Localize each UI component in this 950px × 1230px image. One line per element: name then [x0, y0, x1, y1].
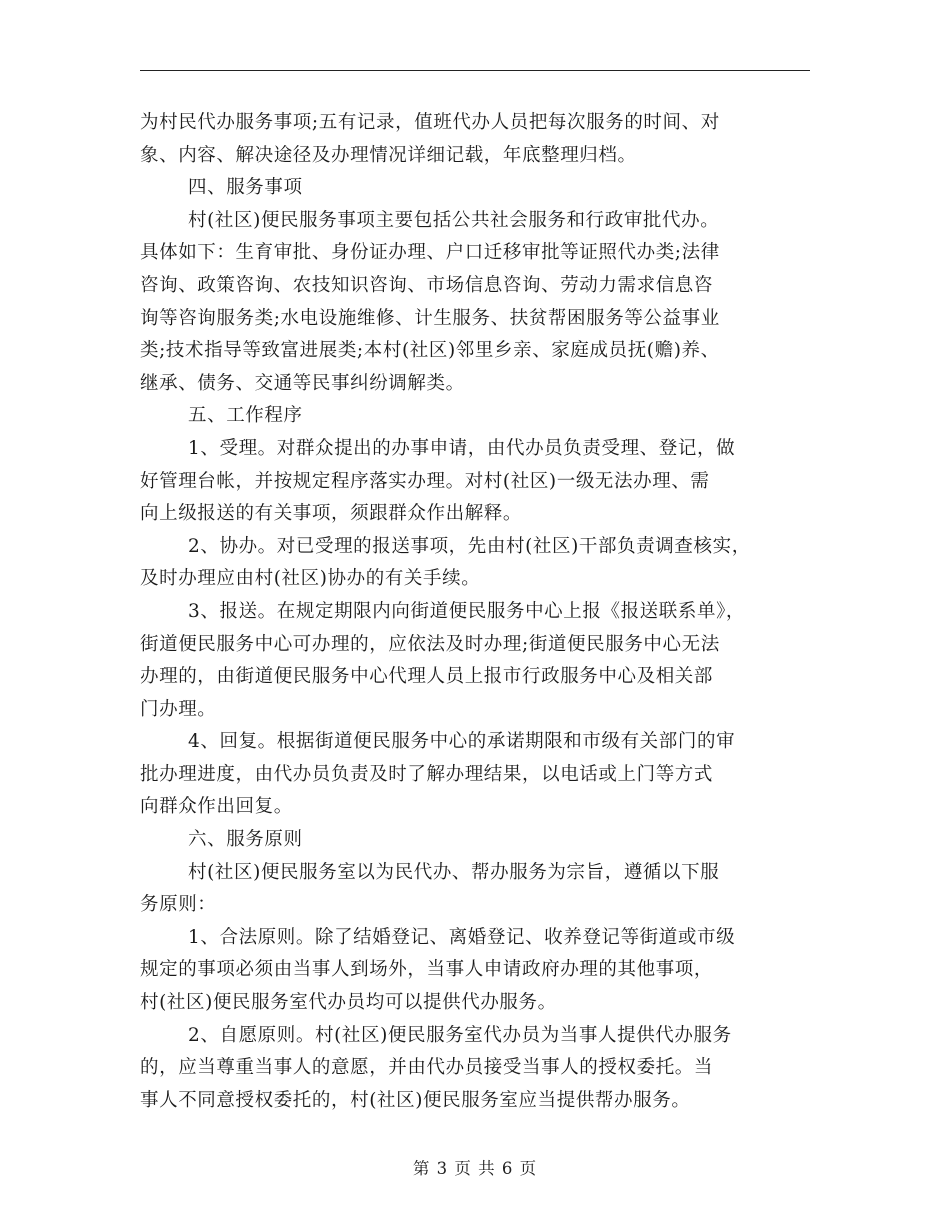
text-line: 好管理台帐，并按规定程序落实办理。对村(社区)一级无法办理、需 — [140, 470, 710, 492]
text-line: 4、回复。根据街道便民服务中心的承诺期限和市级有关部门的审 — [188, 731, 736, 753]
text-line: 具体如下：生育审批、身份证办理、户口迁移审批等证照代办类;法律 — [140, 242, 720, 264]
page-footer: 第 3 页 共 6 页 — [412, 1159, 538, 1178]
text-line: 村(社区)便民服务室以为民代办、帮办服务为宗旨，遵循以下服 — [188, 861, 720, 883]
text-line: 及时办理应由村(社区)协办的有关手续。 — [140, 568, 481, 590]
text-line: 类;技术指导等致富进展类;本村(社区)邻里乡亲、家庭成员抚(赡)养、 — [140, 340, 720, 362]
text-line: 1、合法原则。除了结婚登记、离婚登记、收养登记等街道或市级 — [188, 926, 736, 948]
text-line: 2、自愿原则。村(社区)便民服务室代办员为当事人提供代办服务 — [188, 1024, 732, 1046]
text-line: 门办理。 — [140, 698, 217, 720]
text-line: 街道便民服务中心可办理的，应依法及时办理;街道便民服务中心无法 — [140, 633, 720, 655]
text-line: 为村民代办服务事项;五有记录，值班代办人员把每次服务的时间、对 — [140, 112, 720, 133]
text-line: 咨询、政策咨询、农技知识咨询、市场信息咨询、劳动力需求信息咨 — [140, 274, 714, 296]
text-line: 六、服务原则 — [188, 829, 303, 851]
text-line: 向上级报送的有关事项，须跟群众作出解释。 — [140, 503, 523, 525]
document-body — [140, 107, 810, 1117]
text-line: 询等咨询服务类;水电设施维修、计生服务、扶贫帮困服务等公益事业 — [140, 307, 720, 329]
text-line: 1、受理。对群众提出的办事申请，由代办员负责受理、登记，做 — [188, 437, 736, 459]
text-line: 村(社区)便民服务事项主要包括公共社会服务和行政审批代办。 — [188, 209, 720, 231]
text-line: 象、内容、解决途径及办理情况详细记载，年底整理归档。 — [140, 144, 637, 166]
text-line: 的，应当尊重当事人的意愿，并由代办员接受当事人的授权委托。当 — [140, 1057, 714, 1079]
text-line: 2、协办。对已受理的报送事项，先由村(社区)干部负责调查核实， — [188, 535, 751, 557]
header-rule — [140, 70, 810, 71]
text-line: 继承、债务、交通等民事纠纷调解类。 — [140, 372, 465, 394]
text-line: 批办理进度，由代办员负责及时了解办理结果，以电话或上门等方式 — [140, 763, 714, 785]
text-line: 办理的，由街道便民服务中心代理人员上报市行政服务中心及相关部 — [140, 666, 714, 688]
text-line: 村(社区)便民服务室代办员均可以提供代办服务。 — [140, 992, 557, 1014]
text-line: 3、报送。在规定期限内向街道便民服务中心上报《报送联系单》， — [188, 600, 746, 622]
text-line: 向群众作出回复。 — [140, 796, 293, 818]
text-line: 务原则： — [140, 894, 217, 916]
text-line: 五、工作程序 — [188, 405, 303, 427]
text-line: 事人不同意授权委托的，村(社区)便民服务室应当提供帮办服务。 — [140, 1089, 691, 1111]
text-line: 规定的事项必须由当事人到场外，当事人申请政府办理的其他事项， — [140, 959, 714, 981]
text-line: 四、服务事项 — [188, 177, 303, 199]
